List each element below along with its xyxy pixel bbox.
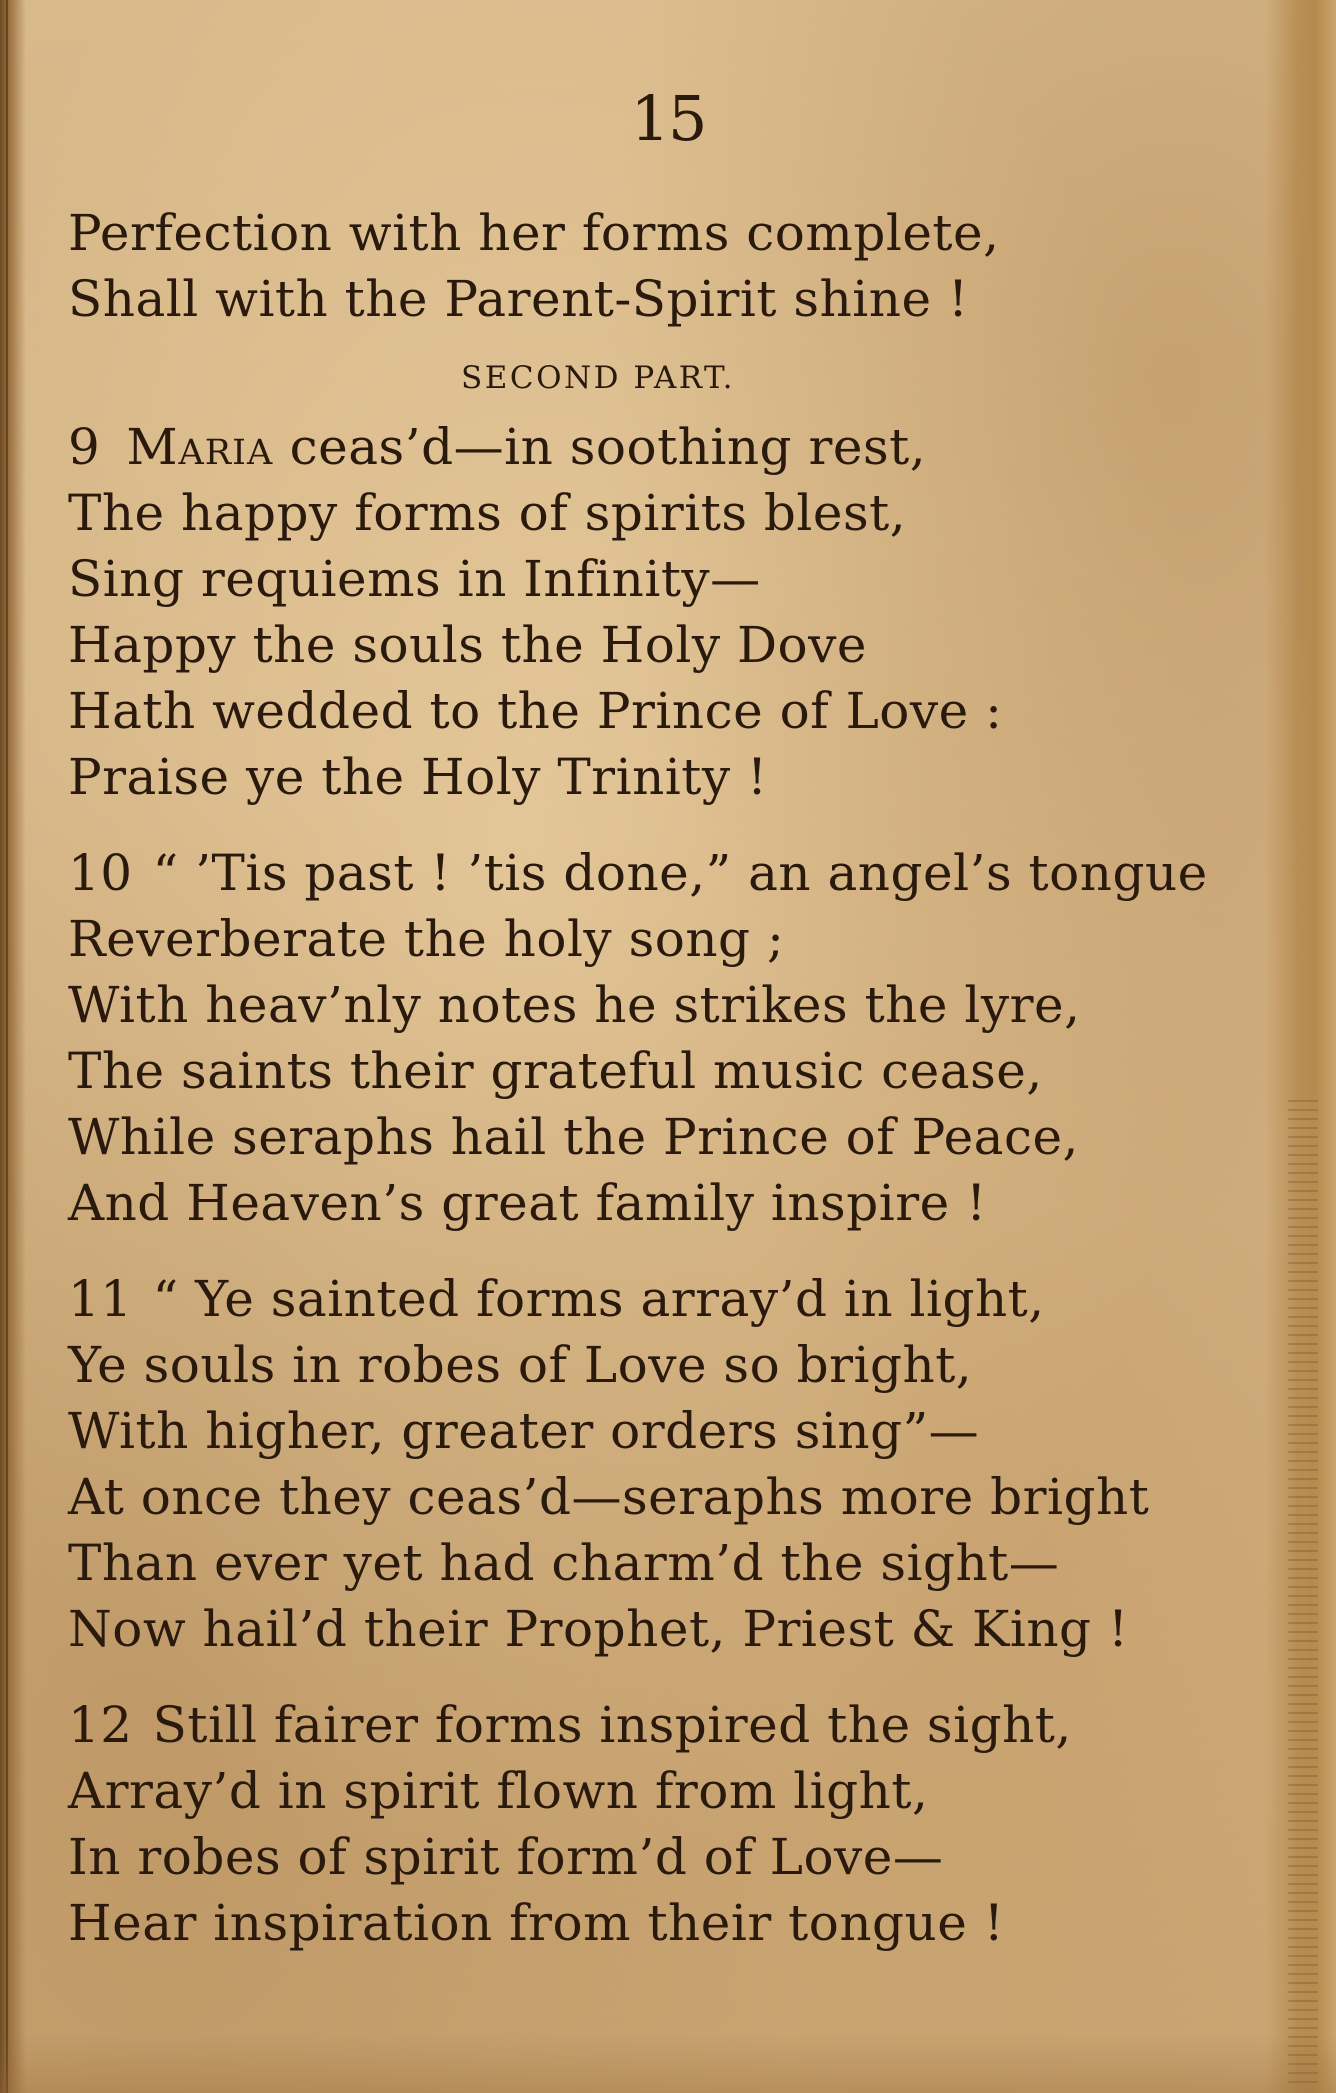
stanza-10: [68, 840, 1278, 1236]
page-edge-texture: [1288, 1100, 1318, 2090]
poem-line: Shall with the Parent-Spirit shine !: [68, 270, 969, 328]
stanza-gap: [68, 810, 1278, 840]
poem-line: With higher, greater orders sing”—: [68, 1402, 980, 1460]
page-left-edge: [0, 0, 26, 2093]
poem-line: [68, 414, 1278, 480]
poem-line: With heav’nly notes he strikes the lyre,: [68, 976, 1081, 1034]
stanza-number: 9: [68, 418, 101, 476]
stanza-11: [68, 1266, 1278, 1662]
poem-line: [68, 1692, 1278, 1758]
poem-line: While seraphs hail the Prince of Peace,: [68, 1108, 1079, 1166]
poem-line: Happy the souls the Holy Dove: [68, 616, 867, 674]
poem-line: [68, 1266, 1278, 1332]
poem-line: Sing requiems in Infinity—: [68, 550, 761, 608]
line-text: ceas’d—in soothing rest,: [289, 418, 927, 476]
binding-line: [6, 0, 8, 2093]
stanza-gap: [68, 1236, 1278, 1266]
page-number: 15: [630, 82, 706, 155]
line-text: Still fairer forms inspired the sight,: [152, 1696, 1072, 1754]
poem-line: The saints their grateful music cease,: [68, 1042, 1043, 1100]
stanza-number: 12: [68, 1696, 133, 1754]
poem-line: Array’d in spirit flown from light,: [68, 1762, 929, 1820]
poem-line: Perfection with her forms complete,: [68, 204, 1000, 262]
poem-line: Praise ye the Holy Trinity !: [68, 748, 768, 806]
stanza-12: [68, 1692, 1278, 1956]
section-heading: SECOND PART.: [460, 360, 735, 396]
stanza-number: 10: [68, 844, 133, 902]
speaker-name: Maria: [126, 418, 274, 476]
poem-line: Than ever yet had charm’d the sight—: [68, 1534, 1060, 1592]
poem-line: The happy forms of spirits blest,: [68, 484, 907, 542]
poem-line: Hear inspiration from their tongue !: [68, 1894, 1005, 1952]
poem-line: At once they ceas’d—seraphs more bright: [68, 1468, 1150, 1526]
poem-line: Now hail’d their Prophet, Priest & King !: [68, 1600, 1129, 1658]
poem-line: [68, 840, 1278, 906]
poem-line: Reverberate the holy song ;: [68, 910, 785, 968]
stanza-number: 11: [68, 1270, 133, 1328]
poem-line: And Heaven’s great family inspire !: [68, 1174, 987, 1232]
line-text: “ Ye sainted forms array’d in light,: [152, 1270, 1045, 1328]
page-bottom-shade: [0, 2033, 1336, 2093]
poem-line: Hath wedded to the Prince of Love :: [68, 682, 1003, 740]
poem-line: In robes of spirit form’d of Love—: [68, 1828, 944, 1886]
stanza-9: [68, 414, 1278, 810]
poem-text: [68, 200, 1278, 1956]
line-text: “ ’Tis past ! ’tis done,” an angel’s tongue: [152, 844, 1208, 902]
stanza-gap: [68, 1662, 1278, 1692]
poem-line: Ye souls in robes of Love so bright,: [68, 1336, 973, 1394]
